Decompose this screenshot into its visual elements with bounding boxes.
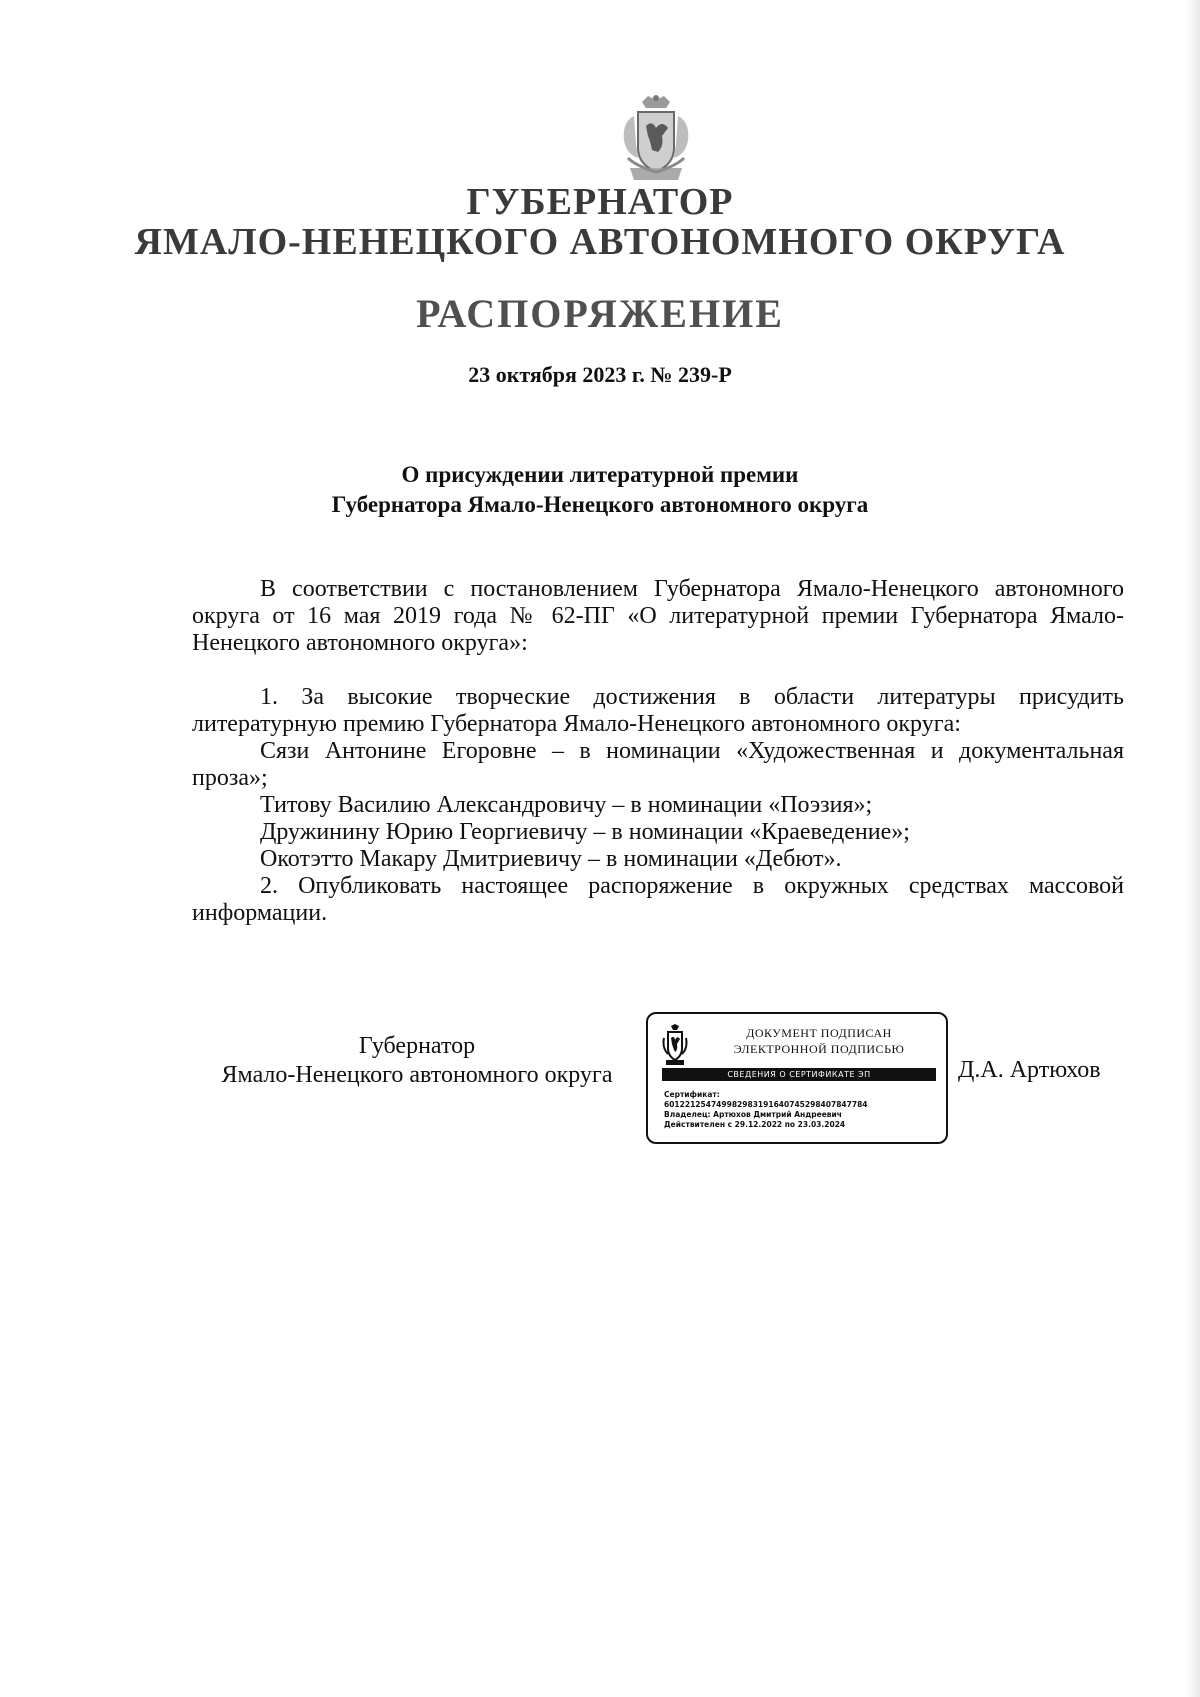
document-subject <box>0 460 1200 520</box>
stamp-certificate-number: 601221254749982983191640745298407847784 <box>664 1100 868 1109</box>
electronic-signature-stamp <box>646 1012 948 1144</box>
subject-line-2: Губернатора Ямало-Ненецкого автономного округа <box>331 492 869 517</box>
item-2-paragraph: 2. Опубликовать настоящее распоряжение в окружных средствах массовой информации. <box>192 873 1124 926</box>
signatory-name: Д.А. Артюхов <box>958 1057 1101 1083</box>
coat-of-arms-icon <box>612 92 700 184</box>
preamble-paragraph: В соответствии с постановлением Губернатора Ямало-Ненецкого автономного округа от 16 мая 2019 года № 62-ПГ «О литературной премии Губернатора Ямало-Ненецкого автономного округа»: <box>192 576 1124 656</box>
stamp-title-line-2: ЭЛЕКТРОННОЙ ПОДПИСЬЮ <box>733 1042 905 1056</box>
subject-line-1: О присуждении литературной премии <box>401 462 799 487</box>
signatory-title-line-2: Ямало-Ненецкого автономного округа <box>221 1062 613 1088</box>
awardee-item: Дружинину Юрию Георгиевичу – в номинации «Краеведение»; <box>260 819 910 845</box>
awardee-item: Сязи Антонине Егоровне – в номинации «Художественная и документальная проза»; <box>192 738 1124 791</box>
document-type: РАСПОРЯЖЕНИЕ <box>416 291 784 336</box>
signatory-title-line-1: Губернатор <box>358 1033 476 1059</box>
stamp-title-line-1: ДОКУМЕНТ ПОДПИСАН <box>746 1026 892 1040</box>
awardee-item: Окотэтто Макару Дмитриевичу – в номинации «Дебют». <box>260 846 842 872</box>
date-and-number: 23 октября 2023 г. № 239-Р <box>468 362 732 387</box>
awardee-item: Титову Василию Александровичу – в номинации «Поэзия»; <box>260 792 873 818</box>
stamp-certificate-label: Сертификат: <box>664 1090 720 1099</box>
item-1-paragraph: 1. За высокие творческие достижения в области литературы присудить литературную премию Губернатора Ямало-Ненецкого автономного округа: <box>192 684 1124 737</box>
header-region: ЯМАЛО-НЕНЕЦКОГО АВТОНОМНОГО ОКРУГА <box>134 221 1066 263</box>
signatory-title <box>192 1032 642 1090</box>
stamp-certificate-bar: СВЕДЕНИЯ О СЕРТИФИКАТЕ ЭП <box>662 1068 936 1081</box>
stamp-validity: Действителен с 29.12.2022 по 23.03.2024 <box>664 1120 846 1129</box>
stamp-owner: Владелец: Артюхов Дмитрий Андреевич <box>664 1110 842 1119</box>
stamp-certificate-details <box>664 1090 944 1130</box>
header-governor: ГУБЕРНАТОР <box>466 181 734 223</box>
stamp-coat-of-arms-icon <box>662 1024 688 1066</box>
document-body <box>192 576 1124 927</box>
